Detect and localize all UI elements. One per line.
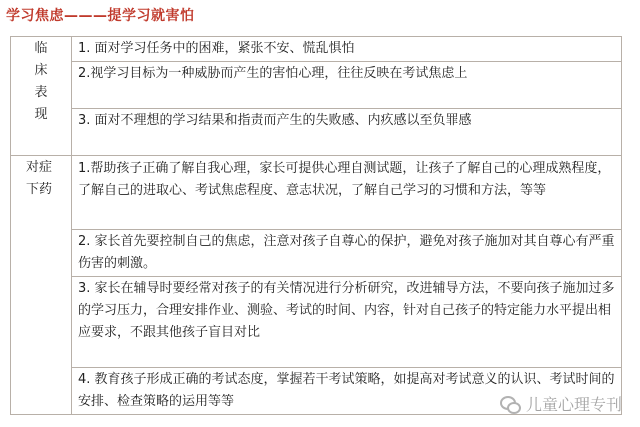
- table-row: [11, 230, 622, 277]
- symptom-table: [10, 36, 622, 415]
- list-item: 1. 面对学习任务中的困难，紧张不安、慌乱惧怕: [72, 37, 622, 62]
- category-cell: [11, 37, 72, 156]
- table-row: [11, 277, 622, 368]
- list-item: 2.视学习目标为一种威胁而产生的害怕心理，往往反映在考试焦虑上: [72, 62, 622, 109]
- list-item: 2. 家长首先要控制自己的焦虑，注意对孩子自尊心的保护，避免对孩子施加对其自尊心有严重伤害的刺激。: [72, 230, 622, 277]
- table-row: [11, 37, 622, 62]
- category-label: 临床表现: [34, 41, 48, 122]
- watermark: [500, 392, 622, 415]
- table-row: [11, 62, 622, 109]
- watermark-text: 儿童心理专刊: [525, 395, 622, 414]
- wechat-icon: [500, 394, 520, 414]
- table-row: [11, 109, 622, 156]
- list-item: 4. 教育孩子形成正确的考试态度，掌握若干考试策略，如提高对考试意义的认识、考试时间的安排、检查策略的运用等等: [72, 368, 622, 415]
- category-cell: [11, 156, 72, 415]
- list-item: 3. 面对不理想的学习结果和指责而产生的失败感、内疚感以至负罪感: [72, 109, 622, 156]
- list-item: 1.帮助孩子正确了解自我心理，家长可提供心理自测试题，让孩子了解自己的心理成熟程度，了解自己的进取心、考试焦虑程度、意志状况，了解自己学习的习惯和方法，等等: [72, 156, 622, 230]
- category-label: 对症下药: [26, 160, 53, 197]
- list-item: 3. 家长在辅导时要经常对孩子的有关情况进行分析研究，改进辅导方法，不要向孩子施加过多的学习压力，合理安排作业、测验、考试的时间、内容，针对自己孩子的特定能力水平提出相应要求，不跟其他孩子盲目对比: [72, 277, 622, 368]
- table-row: [11, 156, 622, 230]
- page-title: 学习焦虑———提学习就害怕: [6, 8, 195, 24]
